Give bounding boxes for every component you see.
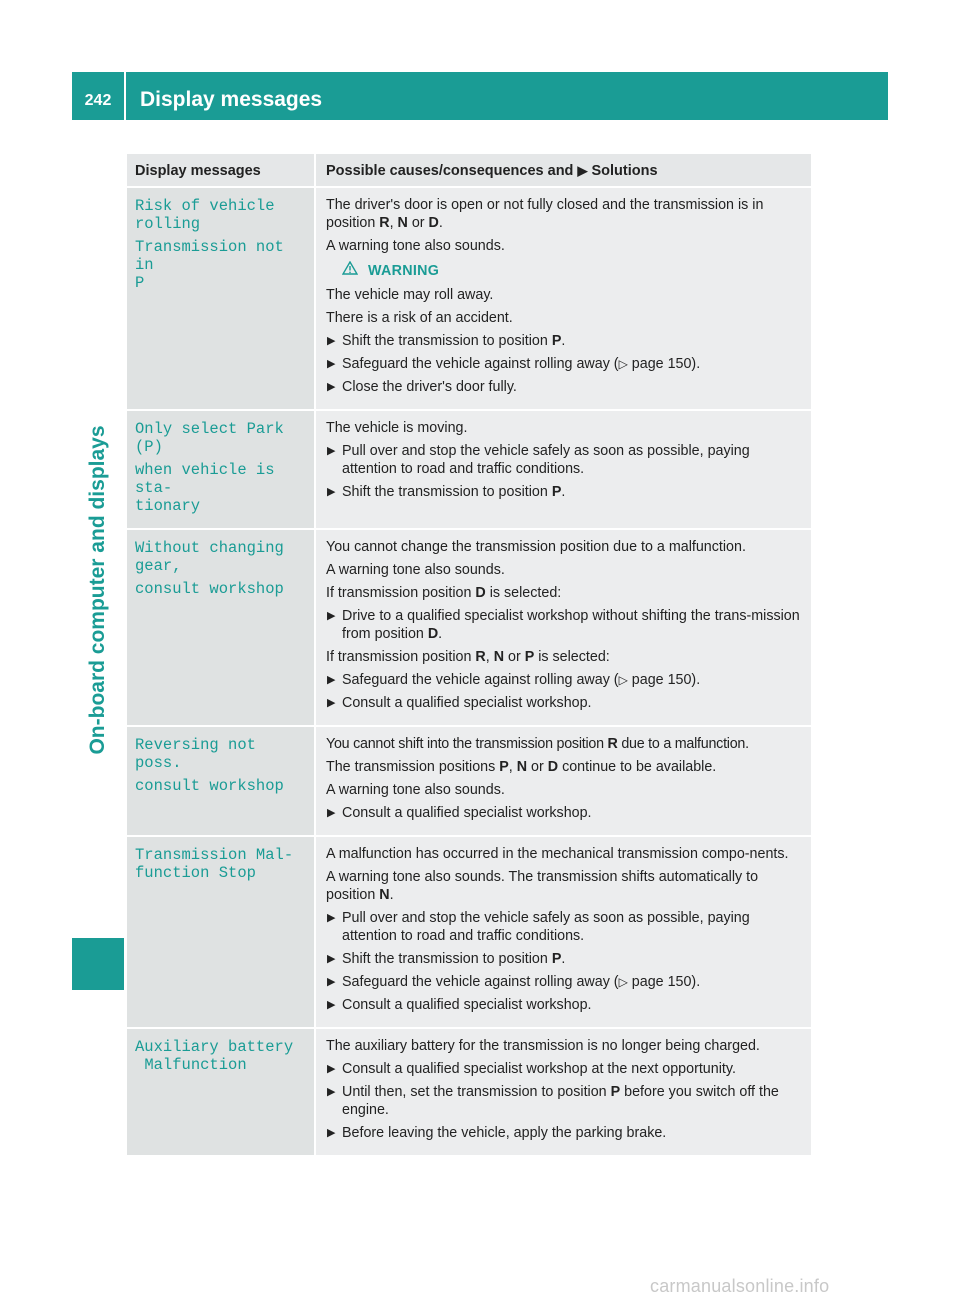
solution-step — [326, 1083, 805, 1119]
arrow-right-icon: ▶ — [327, 1127, 336, 1139]
description-cell — [315, 410, 811, 529]
arrow-right-icon: ▶ — [327, 1063, 336, 1075]
step-text: Close the driver's door fully. — [342, 379, 517, 395]
solution-step: ▶ Shift the transmission to position P. — [327, 484, 566, 500]
step-text: Pull over and stop the vehicle safely as soon as possible, paying attention to road and traffic conditions. — [342, 910, 750, 944]
message-consult-workshop: consult workshop — [135, 777, 284, 795]
solution-step — [326, 1124, 805, 1142]
message-without-changing-gear: Without changing gear, — [135, 539, 284, 575]
position-d: D — [547, 759, 559, 775]
desc-text: A warning tone also sounds. — [326, 782, 505, 798]
message-cell — [127, 836, 315, 1028]
desc-fragment: continue to be available. — [562, 759, 717, 775]
desc-text: A warning tone also sounds. The transmission shifts automatically to position N. — [326, 869, 759, 903]
warning-heading — [342, 261, 805, 280]
solution-step: ▶ Shift the transmission to position P. — [327, 333, 566, 349]
footer-watermark: carmanualsonline.info — [650, 1276, 830, 1296]
position-d: D — [475, 585, 486, 601]
arrow-right-icon: ▶ — [577, 162, 588, 178]
desc-text: A malfunction has occurred in the mechanical transmission compo‐nents. — [326, 846, 789, 862]
desc-fragment: A warning tone also sounds. The transmission shifts automatically to position — [326, 869, 759, 903]
desc-fragment: If transmission position — [326, 649, 472, 665]
message-cell — [127, 410, 315, 529]
position-r: R — [475, 649, 486, 665]
arrow-right-icon: ▶ — [327, 358, 336, 370]
arrow-right-icon: ▶ — [327, 953, 336, 965]
desc-fragment: You cannot shift into the transmission position — [326, 736, 604, 752]
solution-step: ▶ Shift the transmission to position P. — [327, 951, 566, 967]
arrow-right-icon: ▶ — [327, 610, 336, 622]
desc-fragment: is selected: — [489, 585, 562, 601]
solution-step — [326, 909, 805, 945]
page-title: Display messages — [140, 88, 323, 111]
position-d: D — [428, 215, 439, 231]
desc-fragment: The driver's door is open or not fully closed and the transmission is in position — [326, 197, 764, 231]
description-cell — [315, 529, 811, 726]
position-p: P — [551, 484, 562, 500]
desc-text: A warning tone also sounds. — [326, 238, 505, 254]
message-reversing-not-possible: Reversing not poss. — [135, 736, 266, 772]
step-text: Shift the transmission to position — [342, 484, 548, 500]
solution-step — [326, 671, 805, 689]
table-row — [127, 410, 811, 529]
desc-fragment: The transmission positions — [326, 759, 496, 775]
side-tab-text: On-board computer and displays — [86, 425, 109, 755]
desc-text: If transmission position R, N or P is selected: — [326, 649, 610, 665]
arrow-right-icon: ▶ — [327, 381, 336, 393]
solution-step — [326, 1060, 805, 1078]
position-n: N — [516, 759, 528, 775]
message-risk-of-vehicle-rolling: Risk of vehicle rolling — [135, 197, 275, 233]
message-cell — [127, 1028, 315, 1155]
desc-text: You cannot change the transmission position due to a malfunction. — [326, 539, 746, 555]
solution-step — [326, 355, 805, 373]
position-p: P — [610, 1084, 621, 1100]
table-row — [127, 836, 811, 1028]
page-header — [72, 72, 888, 120]
col-header-display-messages: Display messages — [127, 154, 315, 187]
table-row — [127, 726, 811, 836]
page-reference[interactable]: page 150). — [631, 974, 701, 990]
desc-fragment: If transmission position — [326, 585, 472, 601]
arrow-right-icon: ▶ — [327, 674, 336, 686]
desc-text: The transmission positions P, N or D continue to be available. — [326, 759, 717, 775]
arrow-right-icon: ▶ — [327, 807, 336, 819]
description-cell — [315, 726, 811, 836]
step-text: Shift the transmission to position — [342, 951, 548, 967]
solution-step: ▶ Drive to a qualified specialist workshop without shifting the trans‐mission from position D. — [327, 608, 800, 642]
step-text: Consult a qualified specialist workshop. — [342, 805, 592, 821]
message-transmission-not-in-p: Transmission not in P — [135, 238, 284, 292]
desc-fragment: due to a malfunction. — [621, 736, 749, 752]
desc-text — [326, 735, 805, 753]
message-transmission-malfunction-stop: Transmission Mal‐ function Stop — [135, 846, 294, 882]
side-tab-marker — [72, 938, 124, 990]
table-row — [127, 529, 811, 726]
desc-text: There is a risk of an accident. — [326, 310, 513, 326]
message-cell — [127, 187, 315, 410]
solution-step — [326, 804, 805, 822]
display-messages-table — [127, 154, 811, 1155]
arrow-right-icon: ▶ — [327, 335, 336, 347]
step-text: before you switch off the engine. — [342, 1084, 779, 1118]
position-p: P — [551, 951, 562, 967]
page-number-box — [72, 72, 126, 120]
position-n: N — [379, 887, 390, 903]
desc-text: The vehicle is moving. — [326, 420, 468, 436]
message-when-vehicle-stationary: when vehicle is sta‐ tionary — [135, 461, 275, 515]
table-row — [127, 187, 811, 410]
position-d: D — [427, 626, 439, 642]
step-text: Before leaving the vehicle, apply the parking brake. — [342, 1125, 667, 1141]
description-cell — [315, 1028, 811, 1155]
table-row — [127, 1028, 811, 1155]
warning-label: WARNING — [368, 263, 440, 279]
col-header-solutions-text: Solutions — [591, 162, 658, 179]
step-text: Consult a qualified specialist workshop. — [342, 997, 592, 1013]
message-cell — [127, 726, 315, 836]
position-p: P — [499, 759, 509, 775]
step-text: Consult a qualified specialist workshop. — [342, 695, 592, 711]
position-p: P — [524, 649, 535, 665]
page-number: 242 — [84, 92, 112, 109]
description-cell — [315, 836, 811, 1028]
step-text: Drive to a qualified specialist workshop without shifting the trans‐mission from position — [342, 608, 800, 642]
message-auxiliary-battery-malfunction: Auxiliary battery Malfunction — [135, 1038, 294, 1074]
step-text: Consult a qualified specialist workshop at the next opportunity. — [342, 1061, 736, 1077]
position-n: N — [397, 215, 408, 231]
table-header-row — [127, 154, 811, 187]
solution-step — [326, 996, 805, 1014]
step-text: Safeguard the vehicle against rolling away ( — [342, 974, 619, 990]
arrow-right-icon: ▶ — [327, 697, 336, 709]
position-r: R — [607, 736, 618, 752]
col-header-causes-text: Possible causes/consequences and — [326, 162, 574, 179]
solution-step — [326, 442, 805, 478]
step-text: Safeguard the vehicle against rolling away ( — [342, 356, 619, 372]
arrow-right-icon: ▶ — [327, 445, 336, 457]
step-text: Shift the transmission to position — [342, 333, 548, 349]
arrow-right-icon: ▶ — [327, 999, 336, 1011]
page-reference[interactable]: page 150). — [631, 672, 701, 688]
desc-text: A warning tone also sounds. — [326, 562, 505, 578]
arrow-right-icon: ▶ — [327, 976, 336, 988]
step-text: Safeguard the vehicle against rolling away ( — [342, 672, 619, 688]
arrow-right-icon: ▶ — [327, 486, 336, 498]
position-r: R — [379, 215, 390, 231]
message-only-select-park: Only select Park (P) — [135, 420, 294, 456]
page-ref-triangle-icon: ▷ — [618, 357, 628, 371]
warning-triangle-icon — [342, 261, 358, 280]
step-text: Until then, set the transmission to position — [342, 1084, 607, 1100]
desc-text: The vehicle may roll away. — [326, 287, 494, 303]
step-text: Pull over and stop the vehicle safely as soon as possible, paying attention to road and traffic conditions. — [342, 443, 750, 477]
message-cell — [127, 529, 315, 726]
position-n: N — [493, 649, 505, 665]
col-header-causes — [315, 154, 811, 187]
position-p: P — [551, 333, 562, 349]
description-cell — [315, 187, 811, 410]
solution-step — [326, 378, 805, 396]
page-reference[interactable]: page 150). — [631, 356, 701, 372]
arrow-right-icon: ▶ — [327, 1086, 336, 1098]
desc-text: The auxiliary battery for the transmission is no longer being charged. — [326, 1038, 760, 1054]
page-ref-triangle-icon: ▷ — [618, 673, 628, 687]
arrow-right-icon: ▶ — [327, 912, 336, 924]
page-ref-triangle-icon: ▷ — [618, 975, 628, 989]
solution-step — [326, 694, 805, 712]
solution-step — [326, 973, 805, 991]
desc-text: The driver's door is open or not fully closed and the transmission is in position R, N or D. — [326, 197, 764, 231]
desc-fragment: is selected: — [538, 649, 610, 665]
desc-text — [326, 584, 805, 602]
message-consult-workshop: consult workshop — [135, 580, 284, 598]
